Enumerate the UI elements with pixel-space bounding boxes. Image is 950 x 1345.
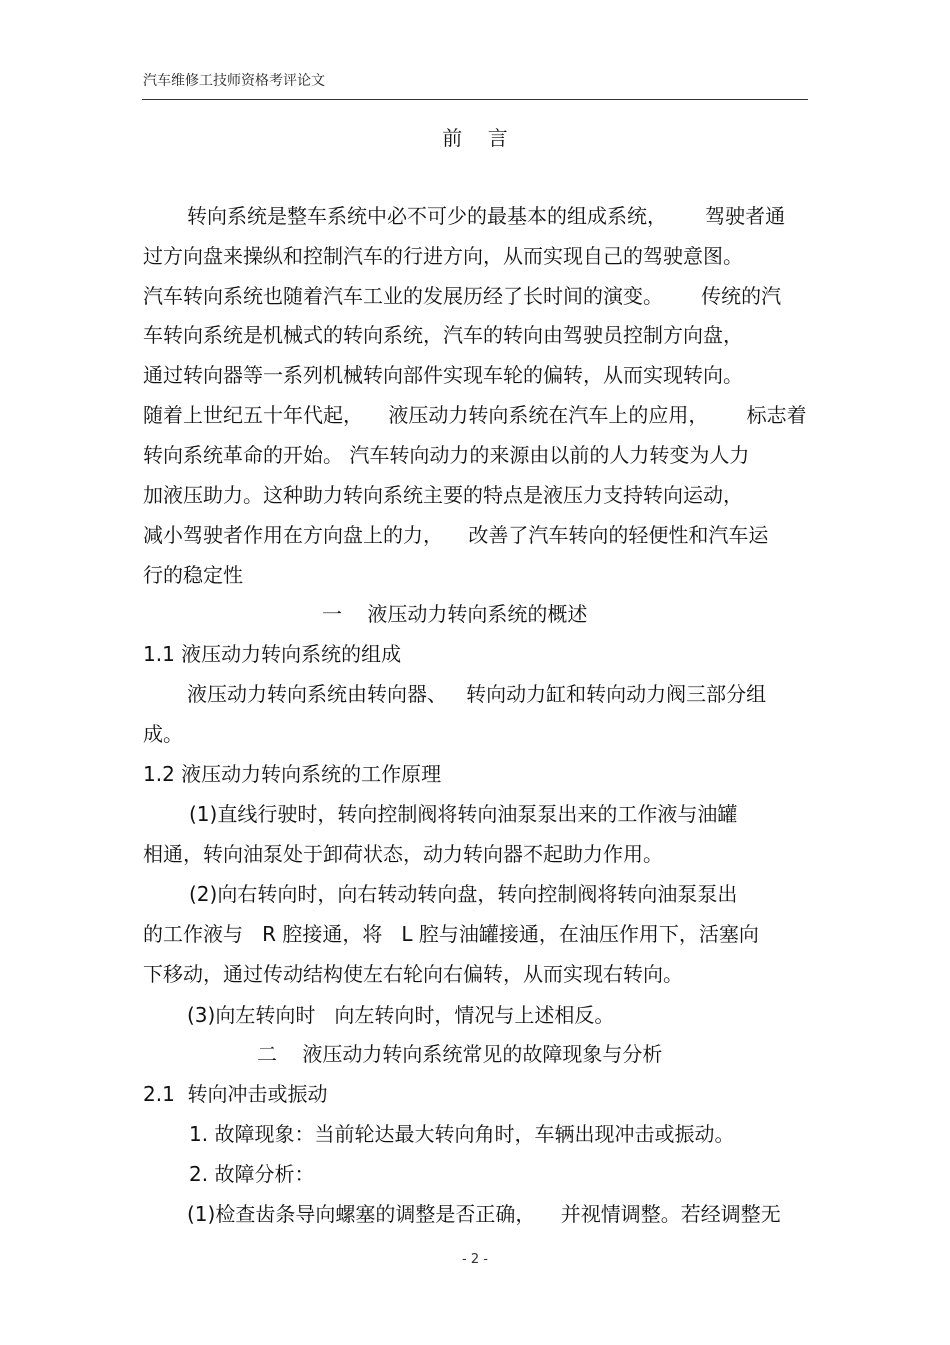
preface-line: 转向系统革命的开始。 汽车转向动力的来源由以前的人力转变为人力 — [143, 443, 750, 467]
paragraph-line: 下移动，通过传动结构使左右轮向右偏转，从而实现右转向。 — [143, 962, 683, 986]
section-heading: 一 液压动力转向系统的概述 — [322, 602, 588, 626]
preface-line: 减小驾驶者作用在方向盘上的力， 改善了汽车转向的轻便性和汽车运 — [143, 523, 769, 547]
list-item: (1)检查齿条导向螺塞的调整是否正确， 并视情调整。若经调整无 — [187, 1202, 781, 1226]
paragraph-line: 相通，转向油泵处于卸荷状态，动力转向器不起助力作用。 — [143, 842, 663, 866]
preface-line: 通过转向器等一系列机械转向部件实现车轮的偏转，从而实现转向。 — [143, 363, 743, 387]
preface-line: 行的稳定性 — [143, 563, 243, 587]
header-divider — [142, 99, 808, 100]
running-header: 汽车维修工技师资格考评论文 — [143, 73, 325, 89]
preface-line: 随着上世纪五十年代起， 液压动力转向系统在汽车上的应用， 标志着 — [143, 403, 807, 427]
subsection-heading: 2.1 转向冲击或振动 — [143, 1082, 328, 1106]
paragraph-line: (3)向左转向时 向左转向时，情况与上述相反。 — [187, 1003, 615, 1027]
paragraph-line: 液压动力转向系统由转向器、 转向动力缸和转向动力阀三部分组 — [187, 682, 767, 706]
paragraph-line: 成。 — [143, 722, 183, 746]
preface-line: 车转向系统是机械式的转向系统，汽车的转向由驾驶员控制方向盘， — [143, 323, 743, 347]
subsection-heading: 1.2 液压动力转向系统的工作原理 — [143, 762, 442, 786]
preface-title: 前 言 — [442, 126, 508, 150]
preface-line: 转向系统是整车系统中必不可少的最基本的组成系统， 驾驶者通 — [187, 204, 786, 228]
preface-line: 过方向盘来操纵和控制汽车的行进方向，从而实现自己的驾驶意图。 — [143, 244, 743, 268]
list-item: 1. 故障现象：当前轮达最大转向角时，车辆出现冲击或振动。 — [189, 1122, 735, 1146]
preface-line: 加液压助力。这种助力转向系统主要的特点是液压力支持转向运动， — [143, 483, 743, 507]
paragraph-line: 的工作液与 R 腔接通，将 L 腔与油罐接通，在油压作用下，活塞向 — [143, 922, 759, 946]
preface-line: 汽车转向系统也随着汽车工业的发展历经了长时间的演变。 传统的汽 — [143, 284, 782, 308]
page-number: - 2 - — [462, 1252, 488, 1267]
section-heading: 二 液压动力转向系统常见的故障现象与分析 — [257, 1042, 663, 1066]
paragraph-line: (2)向右转向时，向右转动转向盘，转向控制阀将转向油泵泵出 — [189, 882, 738, 906]
paragraph-line: (1)直线行驶时，转向控制阀将转向油泵泵出来的工作液与油罐 — [189, 802, 738, 826]
subsection-heading: 1.1 液压动力转向系统的组成 — [143, 642, 402, 666]
list-item: 2. 故障分析： — [189, 1162, 315, 1186]
